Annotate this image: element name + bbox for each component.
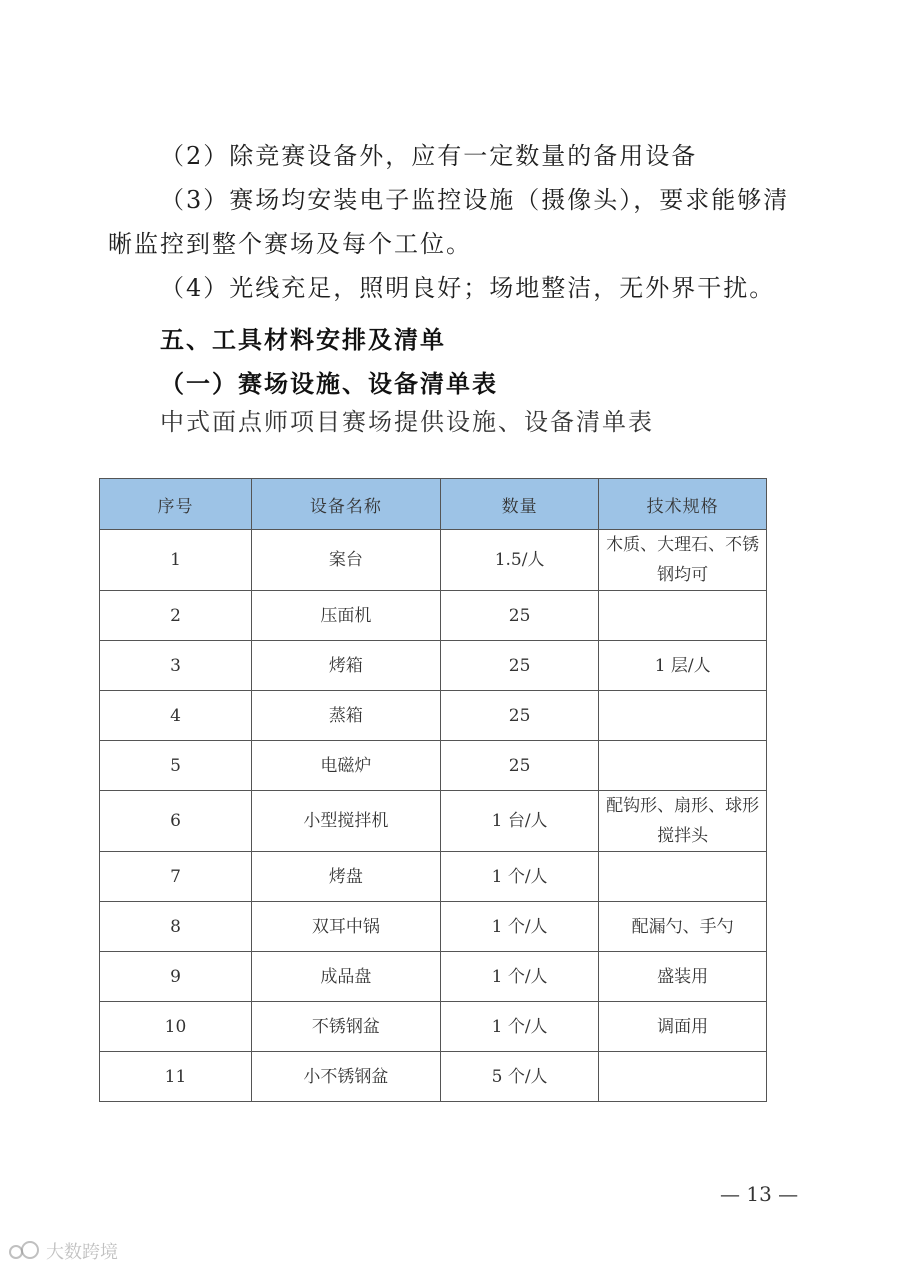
paragraph-lighting: （4）光线充足，照明良好；场地整洁，无外界干扰。 <box>160 274 776 302</box>
watermark-logo-icon <box>8 1240 42 1262</box>
cell-name: 电磁炉 <box>252 741 441 791</box>
watermark <box>8 1238 118 1264</box>
cell-quantity: 1.5/人 <box>440 530 598 591</box>
cell-index: 9 <box>100 952 252 1002</box>
table-caption: 中式面点师项目赛场提供设施、设备清单表 <box>160 408 654 436</box>
cell-quantity: 25 <box>440 641 598 691</box>
table-header-row <box>100 479 767 530</box>
cell-name: 成品盘 <box>252 952 441 1002</box>
cell-spec <box>599 741 767 791</box>
cell-index: 2 <box>100 591 252 641</box>
cell-index: 5 <box>100 741 252 791</box>
cell-quantity: 25 <box>440 741 598 791</box>
cell-index: 1 <box>100 530 252 591</box>
header-index: 序号 <box>100 479 252 530</box>
cell-quantity: 1 个/人 <box>440 952 598 1002</box>
cell-spec: 木质、大理石、不锈钢均可 <box>599 530 767 591</box>
table-row <box>100 530 767 591</box>
cell-name: 案台 <box>252 530 441 591</box>
cell-spec <box>599 1052 767 1102</box>
table-row <box>100 1002 767 1052</box>
cell-index: 3 <box>100 641 252 691</box>
paragraph-backup-equipment: （2）除竞赛设备外，应有一定数量的备用设备 <box>160 142 698 170</box>
table-row <box>100 902 767 952</box>
cell-name: 小不锈钢盆 <box>252 1052 441 1102</box>
sub-heading: （一）赛场设施、设备清单表 <box>160 370 498 398</box>
table-row <box>100 691 767 741</box>
cell-index: 6 <box>100 791 252 852</box>
equipment-table <box>99 478 767 1102</box>
cell-index: 7 <box>100 852 252 902</box>
page-number: — 13 — <box>720 1182 799 1206</box>
cell-quantity: 1 台/人 <box>440 791 598 852</box>
cell-name: 烤箱 <box>252 641 441 691</box>
table-row <box>100 591 767 641</box>
cell-name: 不锈钢盆 <box>252 1002 441 1052</box>
table-row <box>100 641 767 691</box>
cell-spec: 1 层/人 <box>599 641 767 691</box>
cell-index: 4 <box>100 691 252 741</box>
header-quantity: 数量 <box>440 479 598 530</box>
header-spec: 技术规格 <box>599 479 767 530</box>
table-row <box>100 791 767 852</box>
cell-quantity: 5 个/人 <box>440 1052 598 1102</box>
table-row <box>100 1052 767 1102</box>
cell-index: 11 <box>100 1052 252 1102</box>
cell-spec: 盛装用 <box>599 952 767 1002</box>
cell-quantity: 25 <box>440 591 598 641</box>
cell-name: 压面机 <box>252 591 441 641</box>
cell-name: 烤盘 <box>252 852 441 902</box>
cell-name: 蒸箱 <box>252 691 441 741</box>
cell-spec: 配漏勺、手勺 <box>599 902 767 952</box>
cell-index: 10 <box>100 1002 252 1052</box>
section-heading: 五、工具材料安排及清单 <box>160 326 446 354</box>
cell-spec <box>599 691 767 741</box>
cell-spec <box>599 852 767 902</box>
cell-spec: 配钩形、扇形、球形搅拌头 <box>599 791 767 852</box>
cell-spec <box>599 591 767 641</box>
cell-quantity: 1 个/人 <box>440 852 598 902</box>
table-row <box>100 741 767 791</box>
watermark-text: 大数跨境 <box>46 1242 118 1263</box>
table-row <box>100 852 767 902</box>
cell-quantity: 1 个/人 <box>440 1002 598 1052</box>
cell-name: 双耳中锅 <box>252 902 441 952</box>
header-equipment-name: 设备名称 <box>252 479 441 530</box>
cell-name: 小型搅拌机 <box>252 791 441 852</box>
table-row <box>100 952 767 1002</box>
cell-index: 8 <box>100 902 252 952</box>
cell-spec: 调面用 <box>599 1002 767 1052</box>
cell-quantity: 25 <box>440 691 598 741</box>
cell-quantity: 1 个/人 <box>440 902 598 952</box>
paragraph-monitoring: （3）赛场均安装电子监控设施（摄像头），要求能够清晰监控到整个赛场及每个工位。 <box>108 186 790 258</box>
